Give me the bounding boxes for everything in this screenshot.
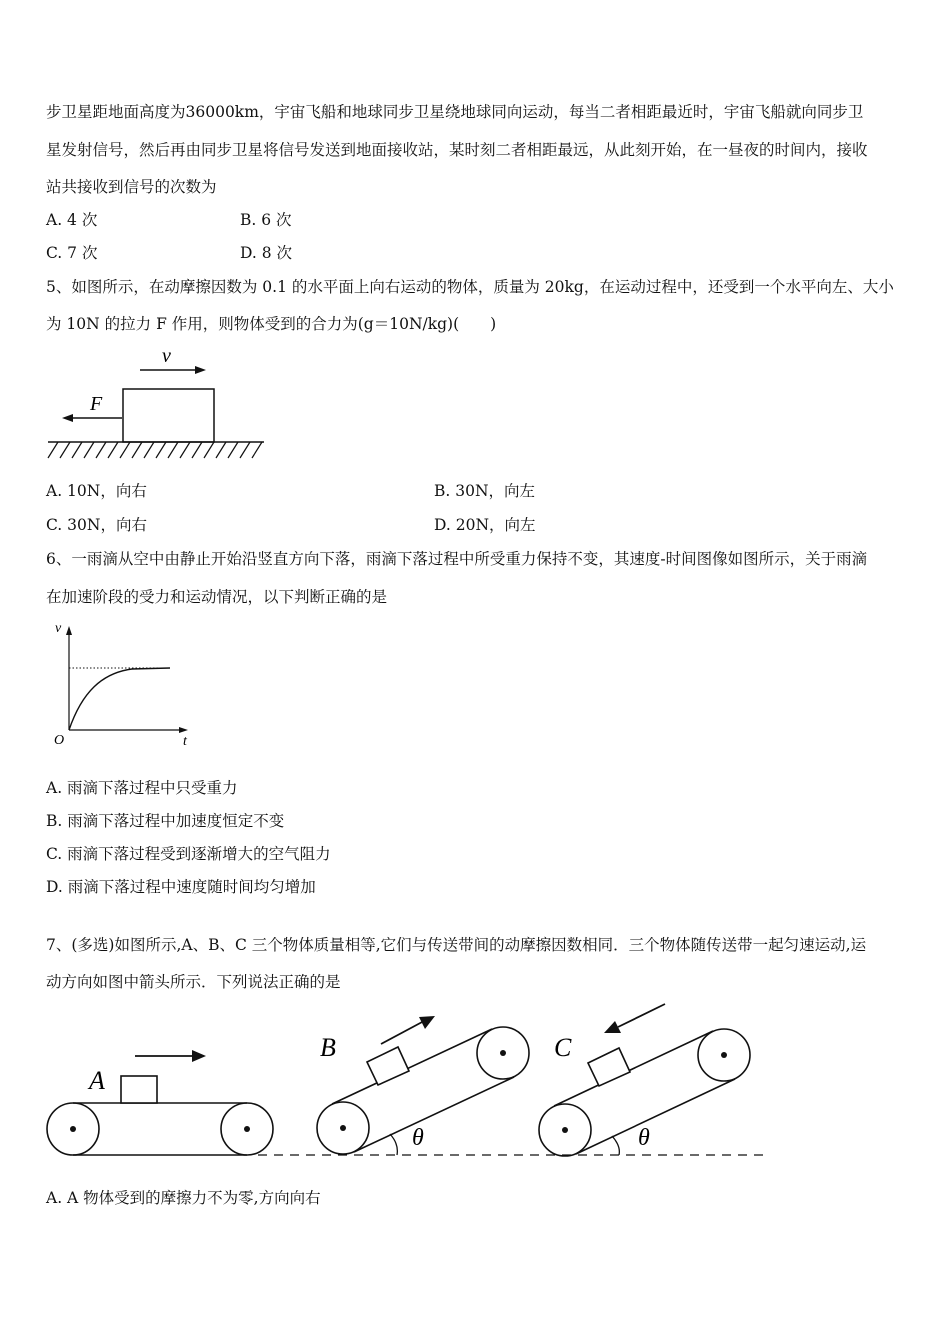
q6-origin-label: O xyxy=(54,733,65,748)
q7-angle-arc-c xyxy=(612,1136,619,1155)
q7-text-line-1: 7、(多选)如图所示,A、B、C 三个物体质量相等,它们与传送带间的动摩擦因数相同．三个物体随传送带一起匀速运动,运 xyxy=(46,936,867,954)
q7-label-a: A xyxy=(89,1066,105,1095)
q7-arrow-b xyxy=(381,1021,424,1044)
q7-label-c: C xyxy=(554,1033,572,1062)
q6-velocity-curve xyxy=(69,668,170,730)
q7-conveyor-figure xyxy=(0,995,780,1165)
q6-y-axis-arrowhead xyxy=(66,626,72,635)
q4-option-b: B. 6 次 xyxy=(240,211,292,229)
q7-belt-c-right-axle xyxy=(721,1052,727,1058)
q7-belt-a-right-axle xyxy=(244,1126,250,1132)
q5-text-line-1: 5、如图所示，在动摩擦因数为 0.1 的水平面上向右运动的物体，质量为 20kg，在运动过程中，还受到一个水平向左、大小 xyxy=(46,278,894,296)
q6-x-axis-arrowhead xyxy=(179,727,188,733)
q4-option-c: C. 7 次 xyxy=(46,244,98,262)
q7-block-c xyxy=(588,1048,630,1086)
q5-block-figure xyxy=(44,342,270,464)
q6-velocity-time-graph xyxy=(50,618,200,752)
q6-option-b: B. 雨滴下落过程中加速度恒定不变 xyxy=(46,812,285,830)
q4-option-d: D. 8 次 xyxy=(240,244,293,262)
q6-text-line-2: 在加速阶段的受力和运动情况，以下判断正确的是 xyxy=(46,588,388,606)
q7-theta-b: θ xyxy=(412,1125,424,1151)
q5-option-a: A. 10N，向右 xyxy=(46,482,147,500)
q6-x-axis-label: t xyxy=(183,734,187,749)
q7-arrow-a-head xyxy=(192,1050,206,1062)
q5-velocity-arrowhead xyxy=(195,366,206,374)
q6-option-a: A. 雨滴下落过程中只受重力 xyxy=(46,779,238,797)
q7-angle-arc-b xyxy=(390,1134,397,1155)
q4-option-a: A. 4 次 xyxy=(46,211,98,229)
q7-belt-b-right-axle xyxy=(500,1050,506,1056)
q7-text-line-2: 动方向如图中箭头所示．下列说法正确的是 xyxy=(46,973,341,991)
q4-text-line-3: 站共接收到信号的次数为 xyxy=(46,178,217,196)
q7-belt-b-left-axle xyxy=(340,1125,346,1131)
q6-option-c: C. 雨滴下落过程受到逐渐增大的空气阻力 xyxy=(46,845,331,863)
q7-belt-a xyxy=(47,1103,273,1155)
q7-block-a xyxy=(121,1076,157,1103)
q7-option-a: A. A 物体受到的摩擦力不为零,方向向右 xyxy=(46,1189,321,1207)
q5-option-c: C. 30N，向右 xyxy=(46,516,147,534)
q5-option-d: D. 20N，向左 xyxy=(434,516,536,534)
q5-force-arrowhead xyxy=(62,414,73,422)
q6-text-line-1: 6、一雨滴从空中由静止开始沿竖直方向下落，雨滴下落过程中所受重力保持不变，其速度-时间图像如图所示，关于雨滴 xyxy=(46,550,868,568)
q7-block-b xyxy=(367,1047,409,1085)
q5-velocity-label: v xyxy=(162,345,171,367)
q5-ground-hatching xyxy=(48,442,262,458)
q7-label-b: B xyxy=(320,1033,336,1062)
q7-belt-c-left-axle xyxy=(562,1127,568,1133)
q5-text-line-2: 为 10N 的拉力 F 作用，则物体受到的合力为(g＝10N/kg)( ) xyxy=(46,315,497,333)
q6-y-axis-label: v xyxy=(55,621,62,636)
q4-text-line-2: 星发射信号，然后再由同步卫星将信号发送到地面接收站，某时刻二者相距最远，从此刻开始，在一昼夜的时间内，接收 xyxy=(46,141,868,159)
q7-arrow-c xyxy=(618,1004,665,1027)
q4-text-line-1: 步卫星距地面高度为36000km，宇宙飞船和地球同步卫星绕地球同向运动，每当二者相距最近时，宇宙飞船就向同步卫 xyxy=(46,103,864,121)
q6-option-d: D. 雨滴下落过程中速度随时间均匀增加 xyxy=(46,878,316,896)
q7-belt-a-left-axle xyxy=(70,1126,76,1132)
q5-option-b: B. 30N，向左 xyxy=(434,482,536,500)
q5-block xyxy=(123,389,214,442)
q7-theta-c: θ xyxy=(638,1125,650,1151)
q5-force-label: F xyxy=(90,393,103,415)
